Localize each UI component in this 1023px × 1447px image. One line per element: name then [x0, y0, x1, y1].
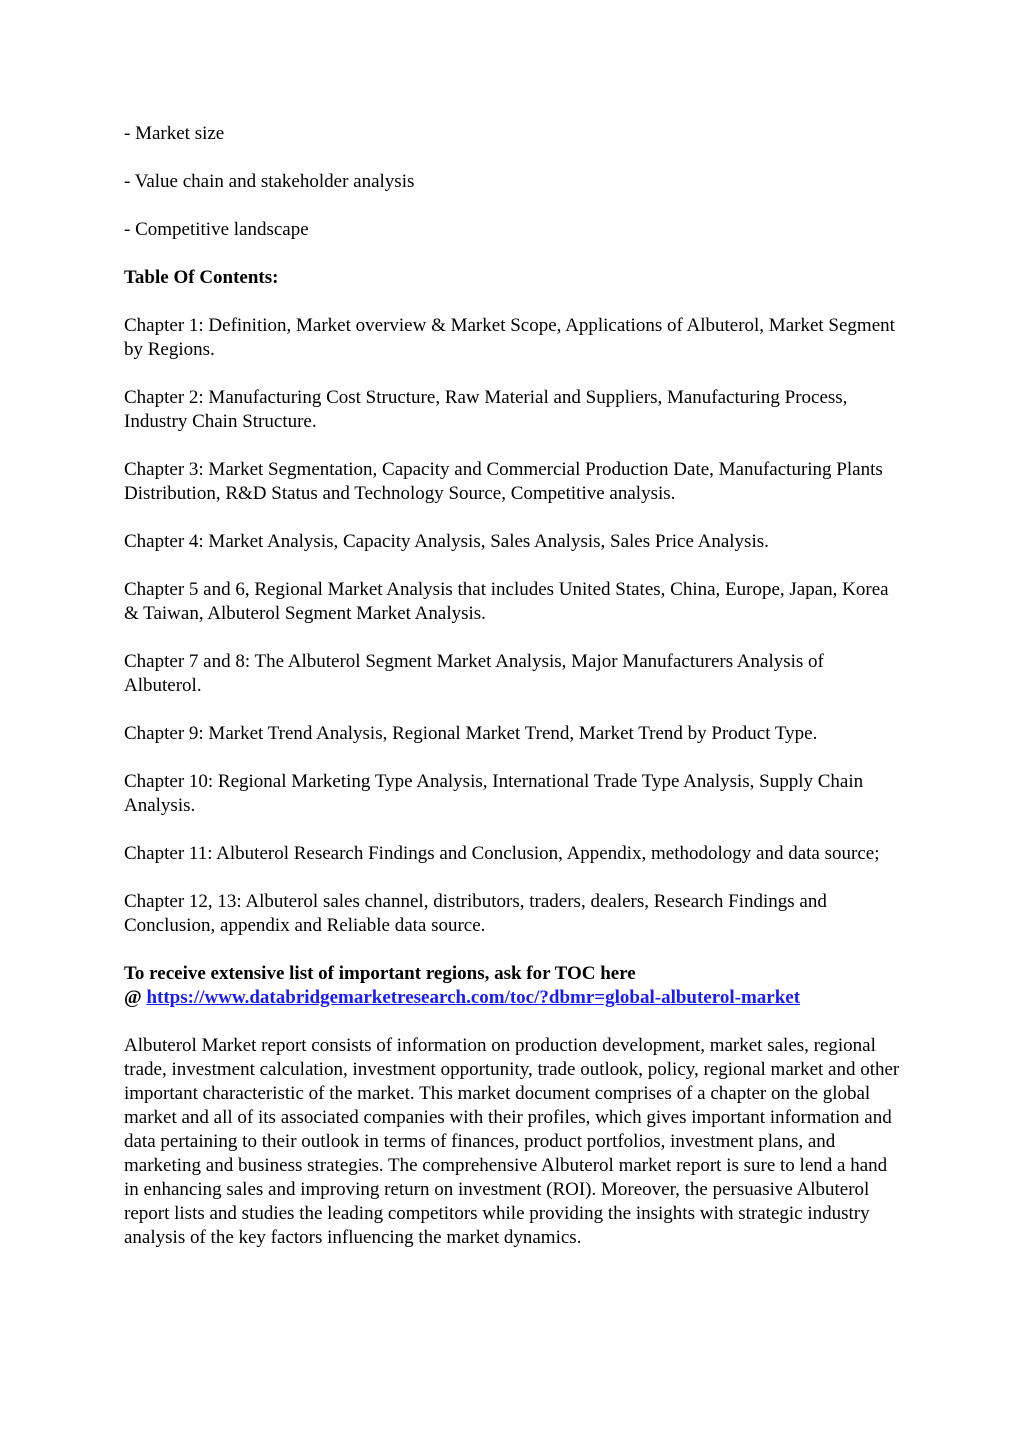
chapter-1: Chapter 1: Definition, Market overview & Market Scope, Applications of Albuterol, Market Segment by Regions.	[124, 315, 895, 360]
chapter-9: Chapter 9: Market Trend Analysis, Regional Market Trend, Market Trend by Product Type.	[124, 723, 818, 744]
toc-request-link-line	[124, 986, 904, 1010]
toc-request-text: To receive extensive list of important regions, ask for TOC here	[124, 963, 636, 984]
chapter-10: Chapter 10: Regional Marketing Type Analysis, International Trade Type Analysis, Supply Chain Analysis.	[124, 771, 864, 816]
toc-request-block	[124, 962, 904, 1010]
chapter-7-8: Chapter 7 and 8: The Albuterol Segment Market Analysis, Major Manufacturers Analysis of Albuterol.	[124, 651, 824, 696]
chapter-3: Chapter 3: Market Segmentation, Capacity and Commercial Production Date, Manufacturing Plants Distribution, R&D Status and Technology Source, Competitive analysis.	[124, 459, 883, 504]
bullet-competitive-landscape: - Competitive landscape	[124, 219, 309, 240]
chapter-2: Chapter 2: Manufacturing Cost Structure, Raw Material and Suppliers, Manufacturing Process, Industry Chain Structure.	[124, 387, 848, 432]
bullet-value-chain: - Value chain and stakeholder analysis	[124, 171, 415, 192]
chapter-11: Chapter 11: Albuterol Research Findings and Conclusion, Appendix, methodology and data source;	[124, 843, 880, 864]
chapter-12-13: Chapter 12, 13: Albuterol sales channel, distributors, traders, dealers, Research Findings and Conclusion, appendix and Reliable data source.	[124, 891, 827, 936]
toc-link-prefix: @	[124, 987, 147, 1008]
chapter-4: Chapter 4: Market Analysis, Capacity Analysis, Sales Analysis, Sales Price Analysis.	[124, 531, 769, 552]
chapter-5-6: Chapter 5 and 6, Regional Market Analysis that includes United States, China, Europe, Japan, Korea & Taiwan, Albuterol Segment Market Analysis.	[124, 579, 889, 624]
toc-heading: Table Of Contents:	[124, 267, 279, 288]
summary-paragraph: Albuterol Market report consists of information on production development, market sales, regional trade, investment calculation, investment opportunity, trade outlook, policy, regional market and other important characteristic of the market. This market document comprises of a chapter on the global market and all of its associated companies with their profiles, which gives important information and data pertaining to their outlook in terms of finances, product portfolios, investment plans, and marketing and business strategies. The comprehensive Albuterol market report is sure to lend a hand in enhancing sales and improving return on investment (ROI). Moreover, the persuasive Albuterol report lists and studies the leading competitors while providing the insights with strategic industry analysis of the key factors influencing the market dynamics.	[124, 1035, 900, 1248]
toc-link[interactable]: https://www.databridgemarketresearch.com/toc/?dbmr=global-albuterol-market	[146, 987, 801, 1008]
bullet-market-size: - Market size	[124, 123, 225, 144]
document-content	[124, 122, 904, 1250]
